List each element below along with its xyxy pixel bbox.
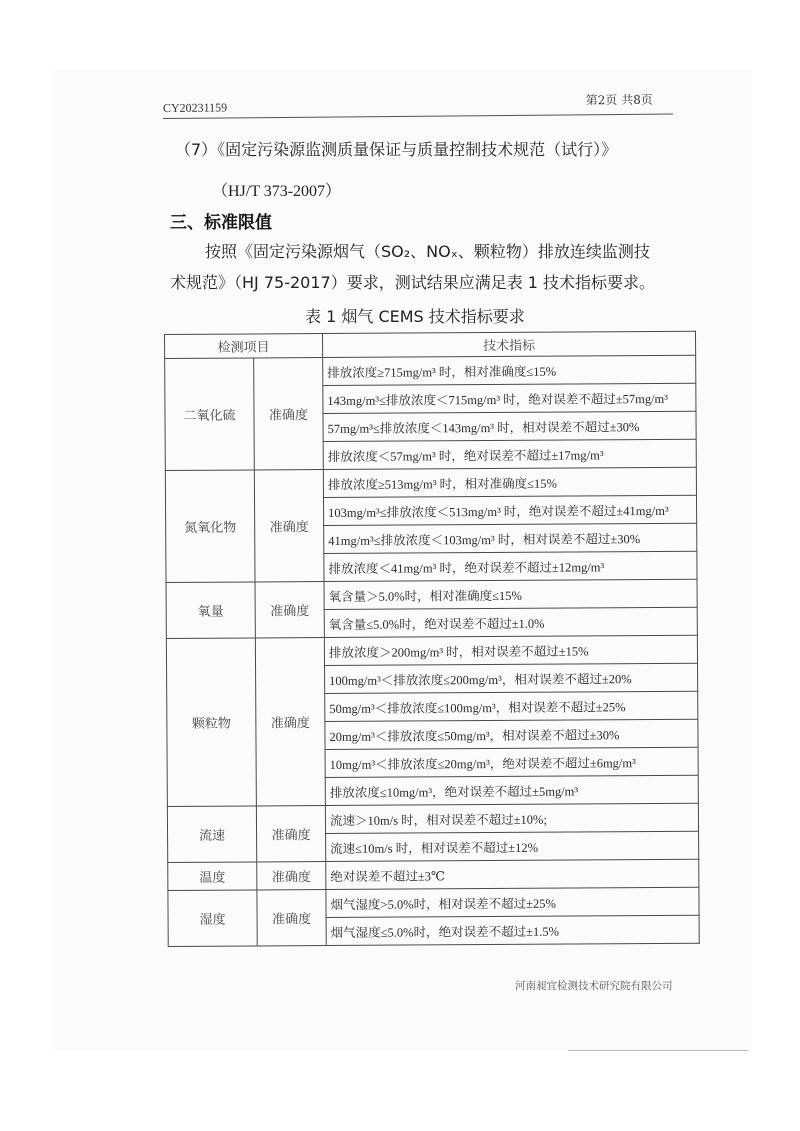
technical-requirement: 排放浓度＜41mg/m³ 时，绝对误差不超过±12mg/m³ (324, 551, 697, 581)
table-row (167, 803, 698, 834)
company-footer: 河南昶宜检测技术研究院有限公司 (515, 980, 673, 992)
metric-type: 准确度 (254, 358, 324, 470)
section-title: 三、标准限值 (170, 213, 272, 233)
detection-item: 流速 (167, 806, 256, 863)
table-body (165, 355, 700, 946)
table-caption: 表 1 烟气 CEMS 技术指标要求 (305, 307, 525, 326)
technical-requirement: 排放浓度＞200mg/m³ 时，相对误差不超过±15% (324, 635, 697, 665)
technical-requirement: 烟气湿度>5.0%时，相对误差不超过±25% (326, 887, 699, 917)
technical-requirement: 57mg/m³≤排放浓度＜143mg/m³ 时，相对误差不超过±30% (323, 411, 696, 441)
technical-requirement: 流速＞10m/s 时，相对误差不超过±10%; (325, 803, 698, 833)
scan-edge-line (568, 1050, 748, 1051)
technical-requirement: 烟气湿度≤5.0%时，绝对误差不超过±1.5% (326, 915, 699, 945)
page-header (163, 84, 673, 119)
metric-type: 准确度 (255, 582, 324, 638)
metric-type: 准确度 (254, 470, 324, 582)
table-row (165, 355, 696, 386)
technical-requirement: 流速≤10m/s 时，相对误差不超过±12% (326, 831, 699, 861)
table-row (166, 635, 697, 666)
detection-item: 颗粒物 (166, 638, 256, 807)
table-row (166, 579, 697, 610)
technical-requirement: 排放浓度≤10mg/m³，绝对误差不超过±5mg/m³ (325, 775, 698, 805)
reference-item-7-code: （HJ/T 373-2007） (212, 183, 342, 200)
technical-requirement: 50mg/m³＜排放浓度≤100mg/m³，相对误差不超过±25% (325, 691, 698, 721)
detection-item: 氮氧化物 (165, 470, 255, 583)
detection-item: 湿度 (168, 890, 257, 947)
table-row (168, 887, 699, 918)
header-requirement: 技术指标 (323, 331, 696, 357)
table-row (165, 467, 696, 498)
detection-item: 温度 (168, 862, 257, 891)
technical-requirement: 排放浓度＜57mg/m³ 时，绝对误差不超过±17mg/m³ (323, 439, 696, 469)
technical-requirement: 41mg/m³≤排放浓度＜103mg/m³ 时，相对误差不超过±30% (324, 523, 697, 553)
technical-requirement: 20mg/m³＜排放浓度≤50mg/m³，相对误差不超过±30% (325, 719, 698, 749)
detection-item: 二氧化硫 (165, 358, 255, 471)
technical-requirement: 氧含量＞5.0%时，相对准确度≤15% (324, 579, 697, 609)
header-item: 检测项目 (165, 334, 323, 359)
document-id: CY20231159 (162, 100, 228, 116)
technical-requirement: 103mg/m³≤排放浓度＜513mg/m³ 时，绝对误差不超过±41mg/m³ (324, 495, 697, 525)
metric-type: 准确度 (255, 638, 325, 806)
technical-requirement: 绝对误差不超过±3℃ (326, 859, 699, 889)
technical-requirement: 排放浓度≥513mg/m³ 时，相对准确度≤15% (323, 467, 696, 497)
metric-type: 准确度 (257, 890, 326, 946)
technical-requirement: 排放浓度≥715mg/m³ 时，相对准确度≤15% (323, 355, 696, 385)
table-header-row (165, 331, 696, 358)
technical-requirement: 143mg/m³≤排放浓度＜715mg/m³ 时，绝对误差不超过±57mg/m³ (323, 383, 696, 413)
page-indicator: 第2页 共8页 (585, 92, 653, 108)
section-paragraph-line-1: 按照《固定污染源烟气（SO₂、NOₓ、颗粒物）排放连续监测技 (205, 242, 650, 261)
metric-type: 准确度 (256, 806, 325, 862)
section-paragraph-line-2: 术规范》（HJ 75-2017）要求，测试结果应满足表 1 技术指标要求。 (170, 273, 656, 292)
detection-item: 氧量 (166, 582, 255, 639)
technical-requirement: 10mg/m³＜排放浓度≤20mg/m³，绝对误差不超过±6mg/m³ (325, 747, 698, 777)
table-row (168, 859, 699, 890)
cems-spec-table (164, 331, 700, 947)
metric-type: 准确度 (257, 862, 326, 890)
technical-requirement: 100mg/m³＜排放浓度≤200mg/m³，相对误差不超过±20% (325, 663, 698, 693)
technical-requirement: 氧含量≤5.0%时，绝对误差不超过±1.0% (324, 607, 697, 637)
reference-item-7-title: （7）《固定污染源监测质量保证与质量控制技术规范（试行）》 (175, 140, 618, 159)
